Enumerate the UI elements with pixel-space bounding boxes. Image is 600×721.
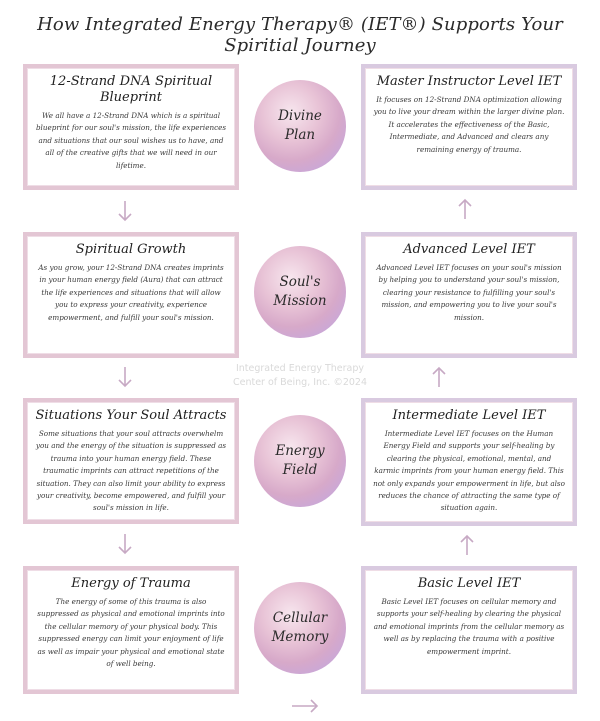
- card-title: Spiritual Growth: [75, 242, 187, 257]
- card-text: Basic Level IET focuses on cellular memory and supports your self-healing by clearing the physical and emotional imprints from the cellular memory as well as by replacing the trauma with a positive empowerment imprint.: [373, 597, 565, 656]
- card-text: Advanced Level IET focuses on your soul's mission by helping you to understand your soul's mission, clearing your resistance to fulfilling your soul's mission, and empowering you to live your soul's mission.: [376, 263, 562, 322]
- card-title: 12-Strand DNA Spiritual Blueprint: [49, 74, 213, 105]
- card-intermediate-level: [361, 398, 577, 526]
- card-text: As you grow, your 12-Strand DNA creates imprints in your human energy field (Aura) that can attract the life experiences and situations that will allow you to express your creativity, experience empowerment, and fulfill your soul's mission.: [38, 263, 224, 322]
- card-energy-of-trauma: [23, 566, 239, 694]
- card-text: The energy of some of this trauma is also suppressed as physical and emotional imprints into the cellular memory of your physical body. This suppressed energy can limit your enjoyment of life as well as impair your physical and emotional state of well being.: [37, 597, 225, 669]
- card-title: Master Instructor Level IET: [376, 74, 562, 89]
- circle-energy-field: [254, 415, 346, 507]
- page-title: How Integrated Energy Therapy® (IET®) Supports Your Spiritial Journey: [37, 14, 563, 56]
- card-dna-blueprint: [23, 64, 239, 190]
- card-spiritual-growth: [23, 232, 239, 358]
- arrow-up-icon: [432, 366, 446, 388]
- card-title: Advanced Level IET: [403, 242, 535, 257]
- arrow-down-icon: [118, 366, 132, 388]
- circle-line2: Mission: [273, 293, 327, 309]
- circle-line1: Cellular: [272, 610, 328, 626]
- card-text: We all have a 12-Strand DNA which is a spiritual blueprint for our soul's mission, the life experiences and situations that our soul wishes us to have, and all of the creative gifts that we will need in our lifetime.: [35, 111, 227, 170]
- circle-cellular-memory: [254, 582, 346, 674]
- card-text: It focuses on 12-Strand DNA optimization allowing you to live your dream within the larger divine plan. It accelerates the effectiveness of the Basic, Intermediate, and Advanced and clears any remaining energy of trauma.: [373, 95, 565, 154]
- circle-line2: Plan: [284, 127, 316, 143]
- watermark-line2: Center of Being, Inc. ©2024: [232, 377, 368, 388]
- arrow-down-icon: [118, 533, 132, 555]
- circle-divine-plan: [254, 80, 346, 172]
- card-text: Some situations that your soul attracts overwhelm you and the energy of the situation is suppressed as trauma into your human energy field. These traumatic imprints can attract repetitions of the situation. They can also limit your ability to express your creativity, become empowered, and fulfill your soul's mission in life.: [35, 429, 227, 513]
- circle-line2: Field: [282, 462, 318, 478]
- card-title: Energy of Trauma: [71, 576, 191, 591]
- card-advanced-level: [361, 232, 577, 358]
- arrow-up-icon: [460, 534, 474, 556]
- circle-line2: Memory: [271, 629, 329, 645]
- circle-line1: Energy: [275, 443, 325, 459]
- arrow-down-icon: [118, 200, 132, 222]
- card-text: Intermediate Level IET focuses on the Human Energy Field and supports your self-healing by clearing the physical, emotional, mental, and karmic imprints from your human energy field. This not only expands your empowerment in life, but also reduces the chance of attracting the same type of situation again.: [373, 429, 565, 513]
- card-master-instructor: [361, 64, 577, 190]
- circle-souls-mission: [254, 246, 346, 338]
- circle-line1: Divine: [278, 108, 322, 124]
- arrow-up-icon: [458, 198, 472, 220]
- circle-line1: Soul's: [279, 274, 321, 290]
- watermark-line1: Integrated Energy Therapy: [235, 363, 365, 374]
- card-title: Basic Level IET: [417, 576, 521, 591]
- arrow-right-icon: [290, 698, 320, 712]
- card-basic-level: [361, 566, 577, 694]
- watermark: [180, 362, 420, 390]
- card-situations: [23, 398, 239, 524]
- card-title: Situations Your Soul Attracts: [35, 408, 227, 423]
- card-title: Intermediate Level IET: [392, 408, 546, 423]
